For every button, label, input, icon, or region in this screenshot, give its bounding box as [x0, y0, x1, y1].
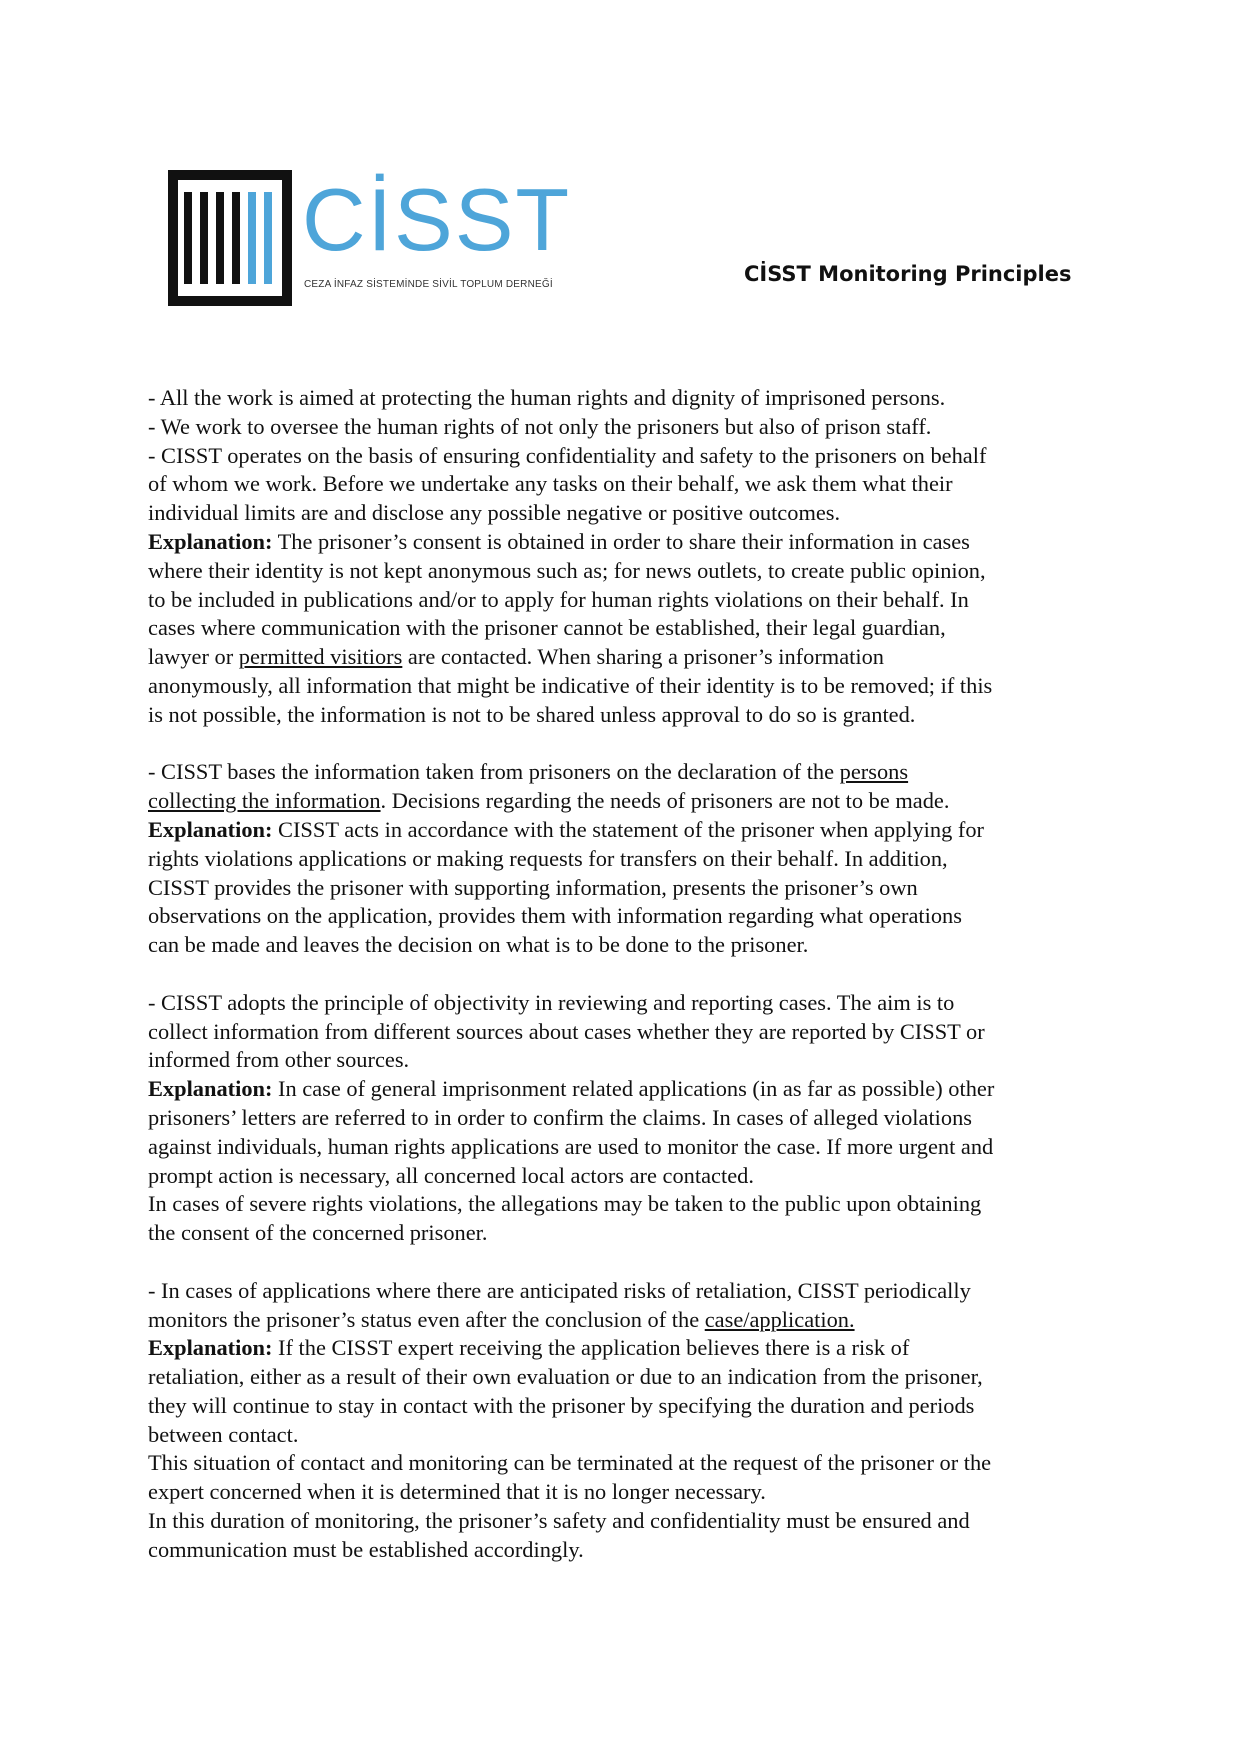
document-title: CİSST Monitoring Principles: [744, 262, 1072, 286]
body-line: rights violations applications or making requests for transfers on their behalf. In addition,: [148, 845, 948, 871]
body-line: CISST provides the prisoner with supporting information, presents the prisoner’s own: [148, 874, 918, 900]
body-line: [148, 1334, 1098, 1363]
logo-tagline: CEZA İNFAZ SİSTEMİNDE SİVİL TOPLUM DERNEĞİ: [304, 279, 553, 290]
underlined-term: persons: [839, 759, 909, 785]
explanation-label: Explanation:: [148, 1076, 273, 1102]
body-line: - CISST operates on the basis of ensuring confidentiality and safety to the prisoners on behalf: [148, 442, 987, 468]
body-line: can be made and leaves the decision on what is to be done to the prisoner.: [148, 932, 809, 958]
body-line-text: If the CISST expert receiving the application believes there is a risk of: [272, 1335, 910, 1361]
cisst-logo: [168, 170, 572, 306]
body-line: collect information from different sources about cases whether they are reported by CISST or: [148, 1018, 985, 1044]
body-line: [148, 816, 1098, 845]
body-line: communication must be established accordingly.: [148, 1536, 584, 1562]
explanation-label: Explanation:: [148, 528, 273, 554]
body-line: [148, 1075, 1098, 1104]
body-line: anonymously, all information that might be indicative of their identity is to be removed; if this: [148, 672, 993, 698]
underlined-term: collecting the information: [148, 788, 381, 814]
body-line: prompt action is necessary, all concerned local actors are contacted.: [148, 1162, 754, 1188]
body-line: - CISST adopts the principle of objectivity in reviewing and reporting cases. The aim is to: [148, 989, 955, 1015]
body-line: they will continue to stay in contact with the prisoner by specifying the duration and periods: [148, 1392, 975, 1418]
body-line-text: CISST acts in accordance with the statement of the prisoner when applying for: [272, 816, 984, 842]
body-line-text: . Decisions regarding the needs of prisoners are not to be made.: [380, 788, 950, 814]
body-line: is not possible, the information is not to be shared unless approval to do so is granted.: [148, 701, 916, 727]
logo-bars-icon: [168, 170, 292, 306]
body-line: informed from other sources.: [148, 1047, 410, 1073]
body-line: observations on the application, provides them with information regarding what operations: [148, 903, 962, 929]
body-line: individual limits are and disclose any possible negative or positive outcomes.: [148, 500, 841, 526]
body-line: [148, 643, 1098, 672]
body-line: [148, 528, 1098, 557]
body-line: prisoners’ letters are referred to in order to confirm the claims. In cases of alleged violations: [148, 1104, 972, 1130]
body-line: expert concerned when it is determined that it is no longer necessary.: [148, 1479, 766, 1505]
body-line: against individuals, human rights applications are used to monitor the case. If more urgent and: [148, 1133, 994, 1159]
body-line: between contact.: [148, 1421, 299, 1447]
body-line: [148, 787, 1098, 816]
logo-wordmark: CİSST: [302, 170, 572, 269]
body-line-text: The prisoner’s consent is obtained in order to share their information in cases: [272, 528, 970, 554]
body-line-text: lawyer or: [148, 644, 239, 670]
body-line: In cases of severe rights violations, the allegations may be taken to the public upon obtaining: [148, 1191, 982, 1217]
body-line: - In cases of applications where there are anticipated risks of retaliation, CISST periodically: [148, 1277, 971, 1303]
body-line-text: In case of general imprisonment related applications (in as far as possible) other: [272, 1076, 995, 1102]
underlined-term: case/application.: [704, 1306, 855, 1332]
body-line: to be included in publications and/or to apply for human rights violations on their behalf. In: [148, 586, 969, 612]
body-line: of whom we work. Before we undertake any tasks on their behalf, we ask them what their: [148, 471, 953, 497]
body-line: In this duration of monitoring, the prisoner’s safety and confidentiality must be ensured and: [148, 1508, 970, 1534]
body-line-text: monitors the prisoner’s status even after the conclusion of the: [148, 1306, 705, 1332]
body-line: [148, 1306, 1098, 1335]
body-line: This situation of contact and monitoring can be terminated at the request of the prisoner or the: [148, 1450, 992, 1476]
body-line-text: are contacted. When sharing a prisoner’s information: [402, 644, 884, 670]
explanation-label: Explanation:: [148, 1335, 273, 1361]
body-line: cases where communication with the prisoner cannot be established, their legal guardian,: [148, 615, 946, 641]
body-line-text: - CISST bases the information taken from prisoners on the declaration of the: [148, 759, 840, 785]
body-line: - We work to oversee the human rights of not only the prisoners but also of prison staff.: [148, 413, 932, 439]
body-line: - All the work is aimed at protecting the human rights and dignity of imprisoned persons.: [148, 385, 946, 410]
underlined-term: permitted visitiors: [238, 644, 403, 670]
body-line: retaliation, either as a result of their own evaluation or due to an indication from the prisoner,: [148, 1364, 983, 1390]
body-line: where their identity is not kept anonymous such as; for news outlets, to create public opinion,: [148, 557, 986, 583]
body-line: the consent of the concerned prisoner.: [148, 1220, 488, 1246]
document-body: [148, 384, 1098, 1565]
explanation-label: Explanation:: [148, 816, 273, 842]
body-line: [148, 758, 1098, 787]
